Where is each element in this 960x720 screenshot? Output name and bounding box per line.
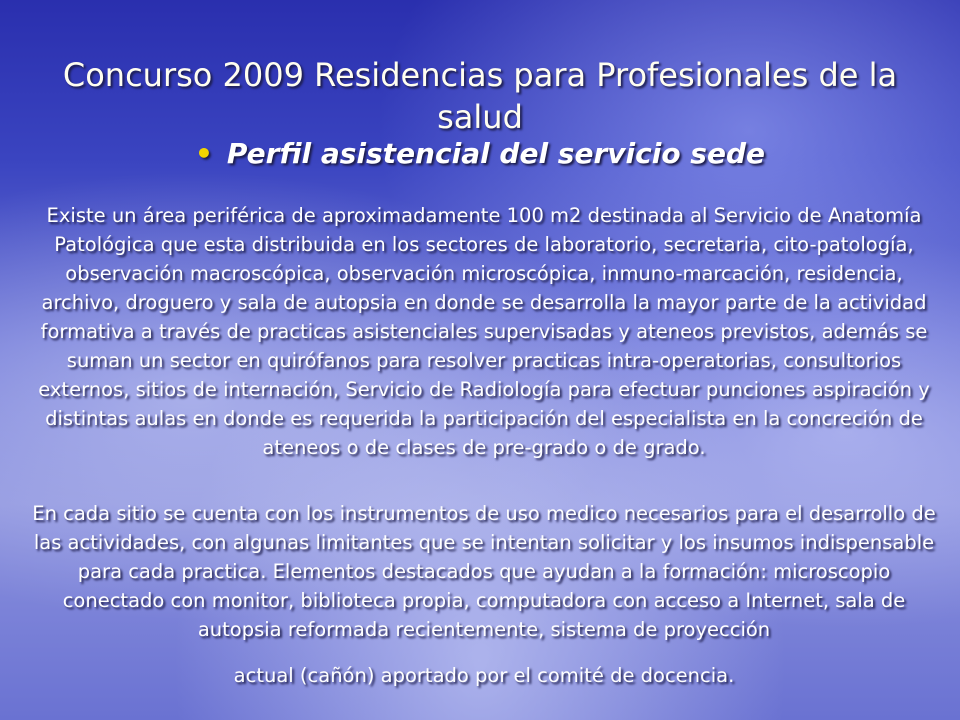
paragraph-servicio: Existe un área periférica de aproximadamente 100 m2 destinada al Servicio de Anatomía Patológica que esta distribuida en los sectores de laboratorio, secretaria, cito-patología, observación macroscópica, observación microscópica, inmuno-marcación, residencia, archivo, droguero y sala de autopsia en donde se desarrolla la mayor parte de la actividad formativa a través de practicas asistenciales supervisadas y ateneos previstos, además se suman un sector en quirófanos para resolver practicas intra-operatorias, consultorios externos, sitios de internación, Servicio de Radiología para efectuar punciones aspiración y distintas aulas en donde es requerida la participación del especialista en la concreción de ateneos o de clases de pre-grado o de grado. bbox=[38, 204, 930, 459]
bullet-dot-icon: • bbox=[195, 137, 213, 170]
paragraph-instrumentos-final-line: actual (cañón) aportado por el comité de docencia. bbox=[233, 664, 735, 687]
bullet-item bbox=[0, 135, 960, 173]
paragraph-instrumentos: En cada sitio se cuenta con los instrumentos de uso medico necesarios para el desarrollo de las actividades, con algunas limitantes que se intentan solicitar y los insumos indispensable para cada practica. Elementos destacados que ayudan a la formación: microscopio conectado con monitor, biblioteca propia, computadora con acceso a Internet, sala de autopsia reformada recientemente, sistema de proyección bbox=[32, 502, 936, 641]
bullet-text: Perfil asistencial del servicio sede bbox=[226, 137, 765, 170]
slide-title: Concurso 2009 Residencias para Profesionales de la salud bbox=[62, 56, 898, 136]
